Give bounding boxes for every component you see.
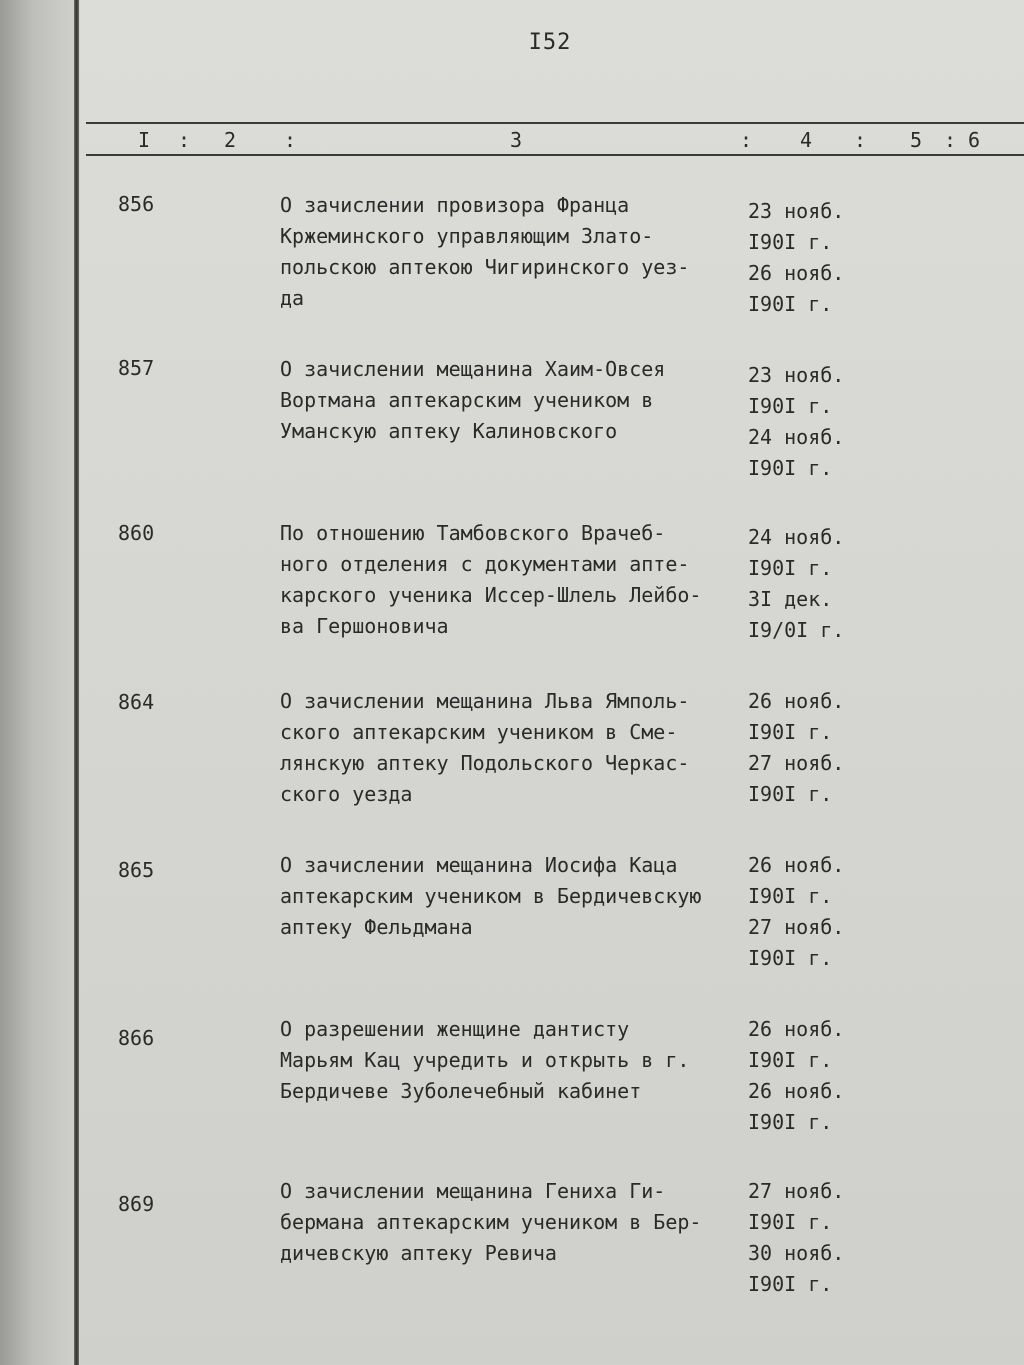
- date-line: 23 нояб.: [748, 199, 845, 223]
- header-rule-top: [86, 122, 1024, 124]
- description-line: карского ученика Иссер-Шлель Лейбо-: [280, 583, 702, 607]
- record-dates: [748, 1176, 858, 1300]
- record-number: 865: [118, 858, 155, 882]
- header-col-1: I: [138, 128, 151, 152]
- description-line: аптекарским учеником в Бердичевскую: [280, 884, 702, 908]
- record-dates: [748, 1014, 858, 1138]
- page-gutter-shadow: [0, 0, 80, 1365]
- date-line: I90I г.: [748, 1048, 833, 1072]
- header-col-3: 3: [510, 128, 523, 152]
- date-line: 26 нояб.: [748, 1079, 845, 1103]
- header-rule-bottom: [86, 154, 1024, 156]
- description-line: О зачислении мещанина Иосифа Каца: [280, 853, 678, 877]
- description-line: Марьям Кац учредить и открыть в г.: [280, 1048, 690, 1072]
- date-line: I90I г.: [748, 292, 833, 316]
- page-number: I52: [528, 30, 572, 55]
- description-line: Уманскую аптеку Калиновского: [280, 419, 618, 443]
- description-line: да: [280, 286, 305, 310]
- record-number: 864: [118, 690, 155, 714]
- date-line: I90I г.: [748, 230, 833, 254]
- description-line: О зачислении мещанина Хаим-Овсея: [280, 357, 666, 381]
- description-line: О зачислении провизора Франца: [280, 193, 630, 217]
- record-number: 866: [118, 1026, 155, 1050]
- header-col-2: 2: [224, 128, 237, 152]
- date-line: 24 нояб.: [748, 525, 845, 549]
- description-line: лянскую аптеку Подольского Черкас-: [280, 751, 690, 775]
- description-line: ского аптекарским учеником в Сме-: [280, 720, 678, 744]
- date-line: 26 нояб.: [748, 853, 845, 877]
- description-line: Кржеминского управляющим Злато-: [280, 224, 654, 248]
- date-line: I90I г.: [748, 556, 833, 580]
- record-number: 856: [118, 192, 155, 216]
- date-line: I90I г.: [748, 1272, 833, 1296]
- date-line: I90I г.: [748, 1110, 833, 1134]
- header-separator: :: [854, 128, 867, 152]
- header-col-4: 4: [800, 128, 813, 152]
- date-line: I90I г.: [748, 946, 833, 970]
- description-line: О зачислении мещанина Гениха Ги-: [280, 1179, 666, 1203]
- record-description: [280, 1014, 750, 1107]
- date-line: 30 нояб.: [748, 1241, 845, 1265]
- date-line: 27 нояб.: [748, 751, 845, 775]
- record-description: [280, 1176, 750, 1269]
- description-line: ва Гершоновича: [280, 614, 449, 638]
- record-dates: [748, 360, 858, 484]
- description-line: О разрешении женщине дантисту: [280, 1017, 630, 1041]
- record-description: [280, 518, 750, 642]
- header-separator: :: [944, 128, 957, 152]
- description-line: Вортмана аптекарским учеником в: [280, 388, 654, 412]
- date-line: 26 нояб.: [748, 261, 845, 285]
- date-line: I9/0I г.: [748, 618, 845, 642]
- record-description: [280, 354, 750, 447]
- date-line: 23 нояб.: [748, 363, 845, 387]
- record-number: 860: [118, 521, 155, 545]
- description-line: ского уезда: [280, 782, 413, 806]
- date-line: 26 нояб.: [748, 689, 845, 713]
- description-line: Бердичеве Зуболечебный кабинет: [280, 1079, 642, 1103]
- record-number: 857: [118, 356, 155, 380]
- date-line: 27 нояб.: [748, 915, 845, 939]
- header-separator: :: [178, 128, 191, 152]
- record-description: [280, 686, 750, 810]
- record-description: [280, 190, 750, 314]
- header-col-5: 5: [910, 128, 923, 152]
- date-line: 26 нояб.: [748, 1017, 845, 1041]
- record-dates: [748, 850, 858, 974]
- date-line: I90I г.: [748, 456, 833, 480]
- description-line: По отношению Тамбовского Врачеб-: [280, 521, 666, 545]
- date-line: I90I г.: [748, 1210, 833, 1234]
- record-dates: [748, 686, 858, 810]
- binding-spine: [74, 0, 79, 1365]
- date-line: I90I г.: [748, 720, 833, 744]
- date-line: I90I г.: [748, 394, 833, 418]
- date-line: 3I дек.: [748, 587, 833, 611]
- header-separator: :: [740, 128, 753, 152]
- date-line: I90I г.: [748, 884, 833, 908]
- description-line: польскою аптекою Чигиринского уез-: [280, 255, 690, 279]
- description-line: О зачислении мещанина Льва Ямполь-: [280, 689, 690, 713]
- description-line: ного отделения с документами апте-: [280, 552, 690, 576]
- record-dates: [748, 196, 858, 320]
- record-dates: [748, 522, 858, 646]
- description-line: дичевскую аптеку Ревича: [280, 1241, 557, 1265]
- description-line: бермана аптекарским учеником в Бер-: [280, 1210, 702, 1234]
- record-description: [280, 850, 750, 943]
- record-number: 869: [118, 1192, 155, 1216]
- description-line: аптеку Фельдмана: [280, 915, 473, 939]
- date-line: I90I г.: [748, 782, 833, 806]
- date-line: 27 нояб.: [748, 1179, 845, 1203]
- header-col-6: 6: [968, 128, 981, 152]
- header-separator: :: [284, 128, 297, 152]
- date-line: 24 нояб.: [748, 425, 845, 449]
